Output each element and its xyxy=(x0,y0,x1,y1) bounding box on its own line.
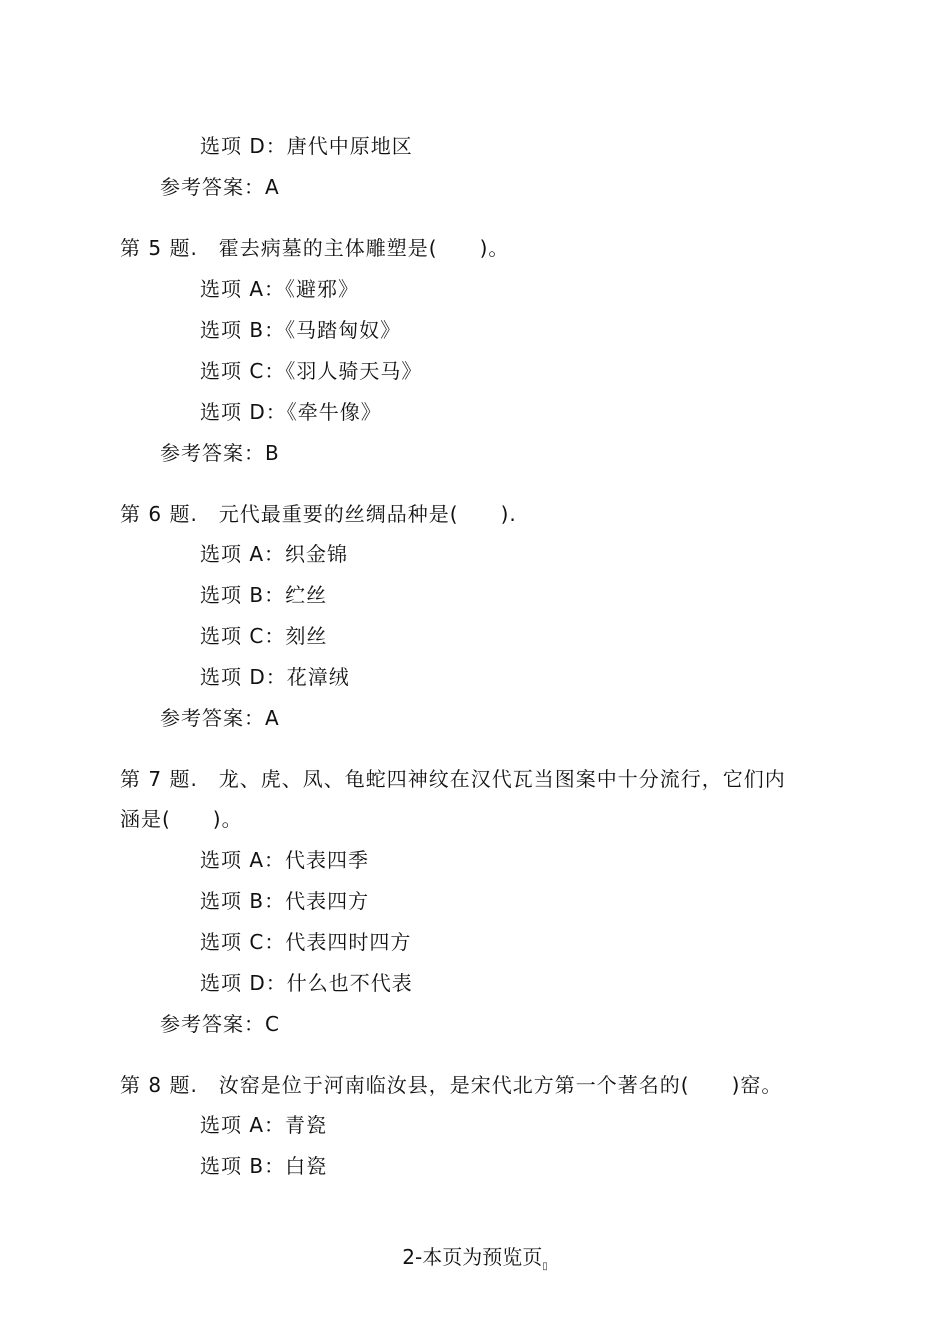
question-6-option-b: 选项 B：纻丝 xyxy=(200,583,328,607)
question-6-answer: 参考答案：A xyxy=(160,706,280,730)
footer-text: 2-本页为预览页 xyxy=(402,1245,543,1269)
question-6-stem: 第 6 题. 元代最重要的丝绸品种是( ). xyxy=(120,502,517,526)
question-5-option-d: 选项 D：《牵牛像》 xyxy=(200,400,382,424)
question-5-stem: 第 5 题. 霍去病墓的主体雕塑是( )。 xyxy=(120,236,510,260)
question-5-option-a: 选项 A：《避邪》 xyxy=(200,277,360,301)
page-footer xyxy=(0,1243,950,1281)
question-6-option-d: 选项 D：花漳绒 xyxy=(200,665,350,689)
answer-text: 参考答案：A xyxy=(160,175,280,199)
question-8-stem: 第 8 题. 汝窑是位于河南临汝县，是宋代北方第一个著名的( )窑。 xyxy=(120,1073,783,1097)
question-8-option-b: 选项 B：白瓷 xyxy=(200,1154,328,1178)
question-7-option-b: 选项 B：代表四方 xyxy=(200,889,370,913)
question-7-answer: 参考答案：C xyxy=(160,1012,280,1036)
question-8-option-a: 选项 A：青瓷 xyxy=(200,1113,328,1137)
question-5-answer: 参考答案：B xyxy=(160,441,280,465)
question-7-option-a: 选项 A：代表四季 xyxy=(200,848,370,872)
question-7-stem-line-1: 第 7 题. 龙、虎、凤、龟蛇四神纹在汉代瓦当图案中十分流行，它们内 xyxy=(120,767,786,791)
footer-mark-icon: ▯ xyxy=(542,1261,548,1272)
question-7-option-d: 选项 D：什么也不代表 xyxy=(200,971,413,995)
question-6-option-a: 选项 A：织金锦 xyxy=(200,542,349,566)
option-d: 选项 D：唐代中原地区 xyxy=(200,134,413,158)
question-7-option-c: 选项 C：代表四时四方 xyxy=(200,930,412,954)
question-5-option-b: 选项 B：《马踏匈奴》 xyxy=(200,318,402,342)
question-7-stem-line-2: 涵是( )。 xyxy=(120,807,243,831)
question-5-option-c: 选项 C：《羽人骑天马》 xyxy=(200,359,423,383)
question-6-option-c: 选项 C：刻丝 xyxy=(200,624,328,648)
